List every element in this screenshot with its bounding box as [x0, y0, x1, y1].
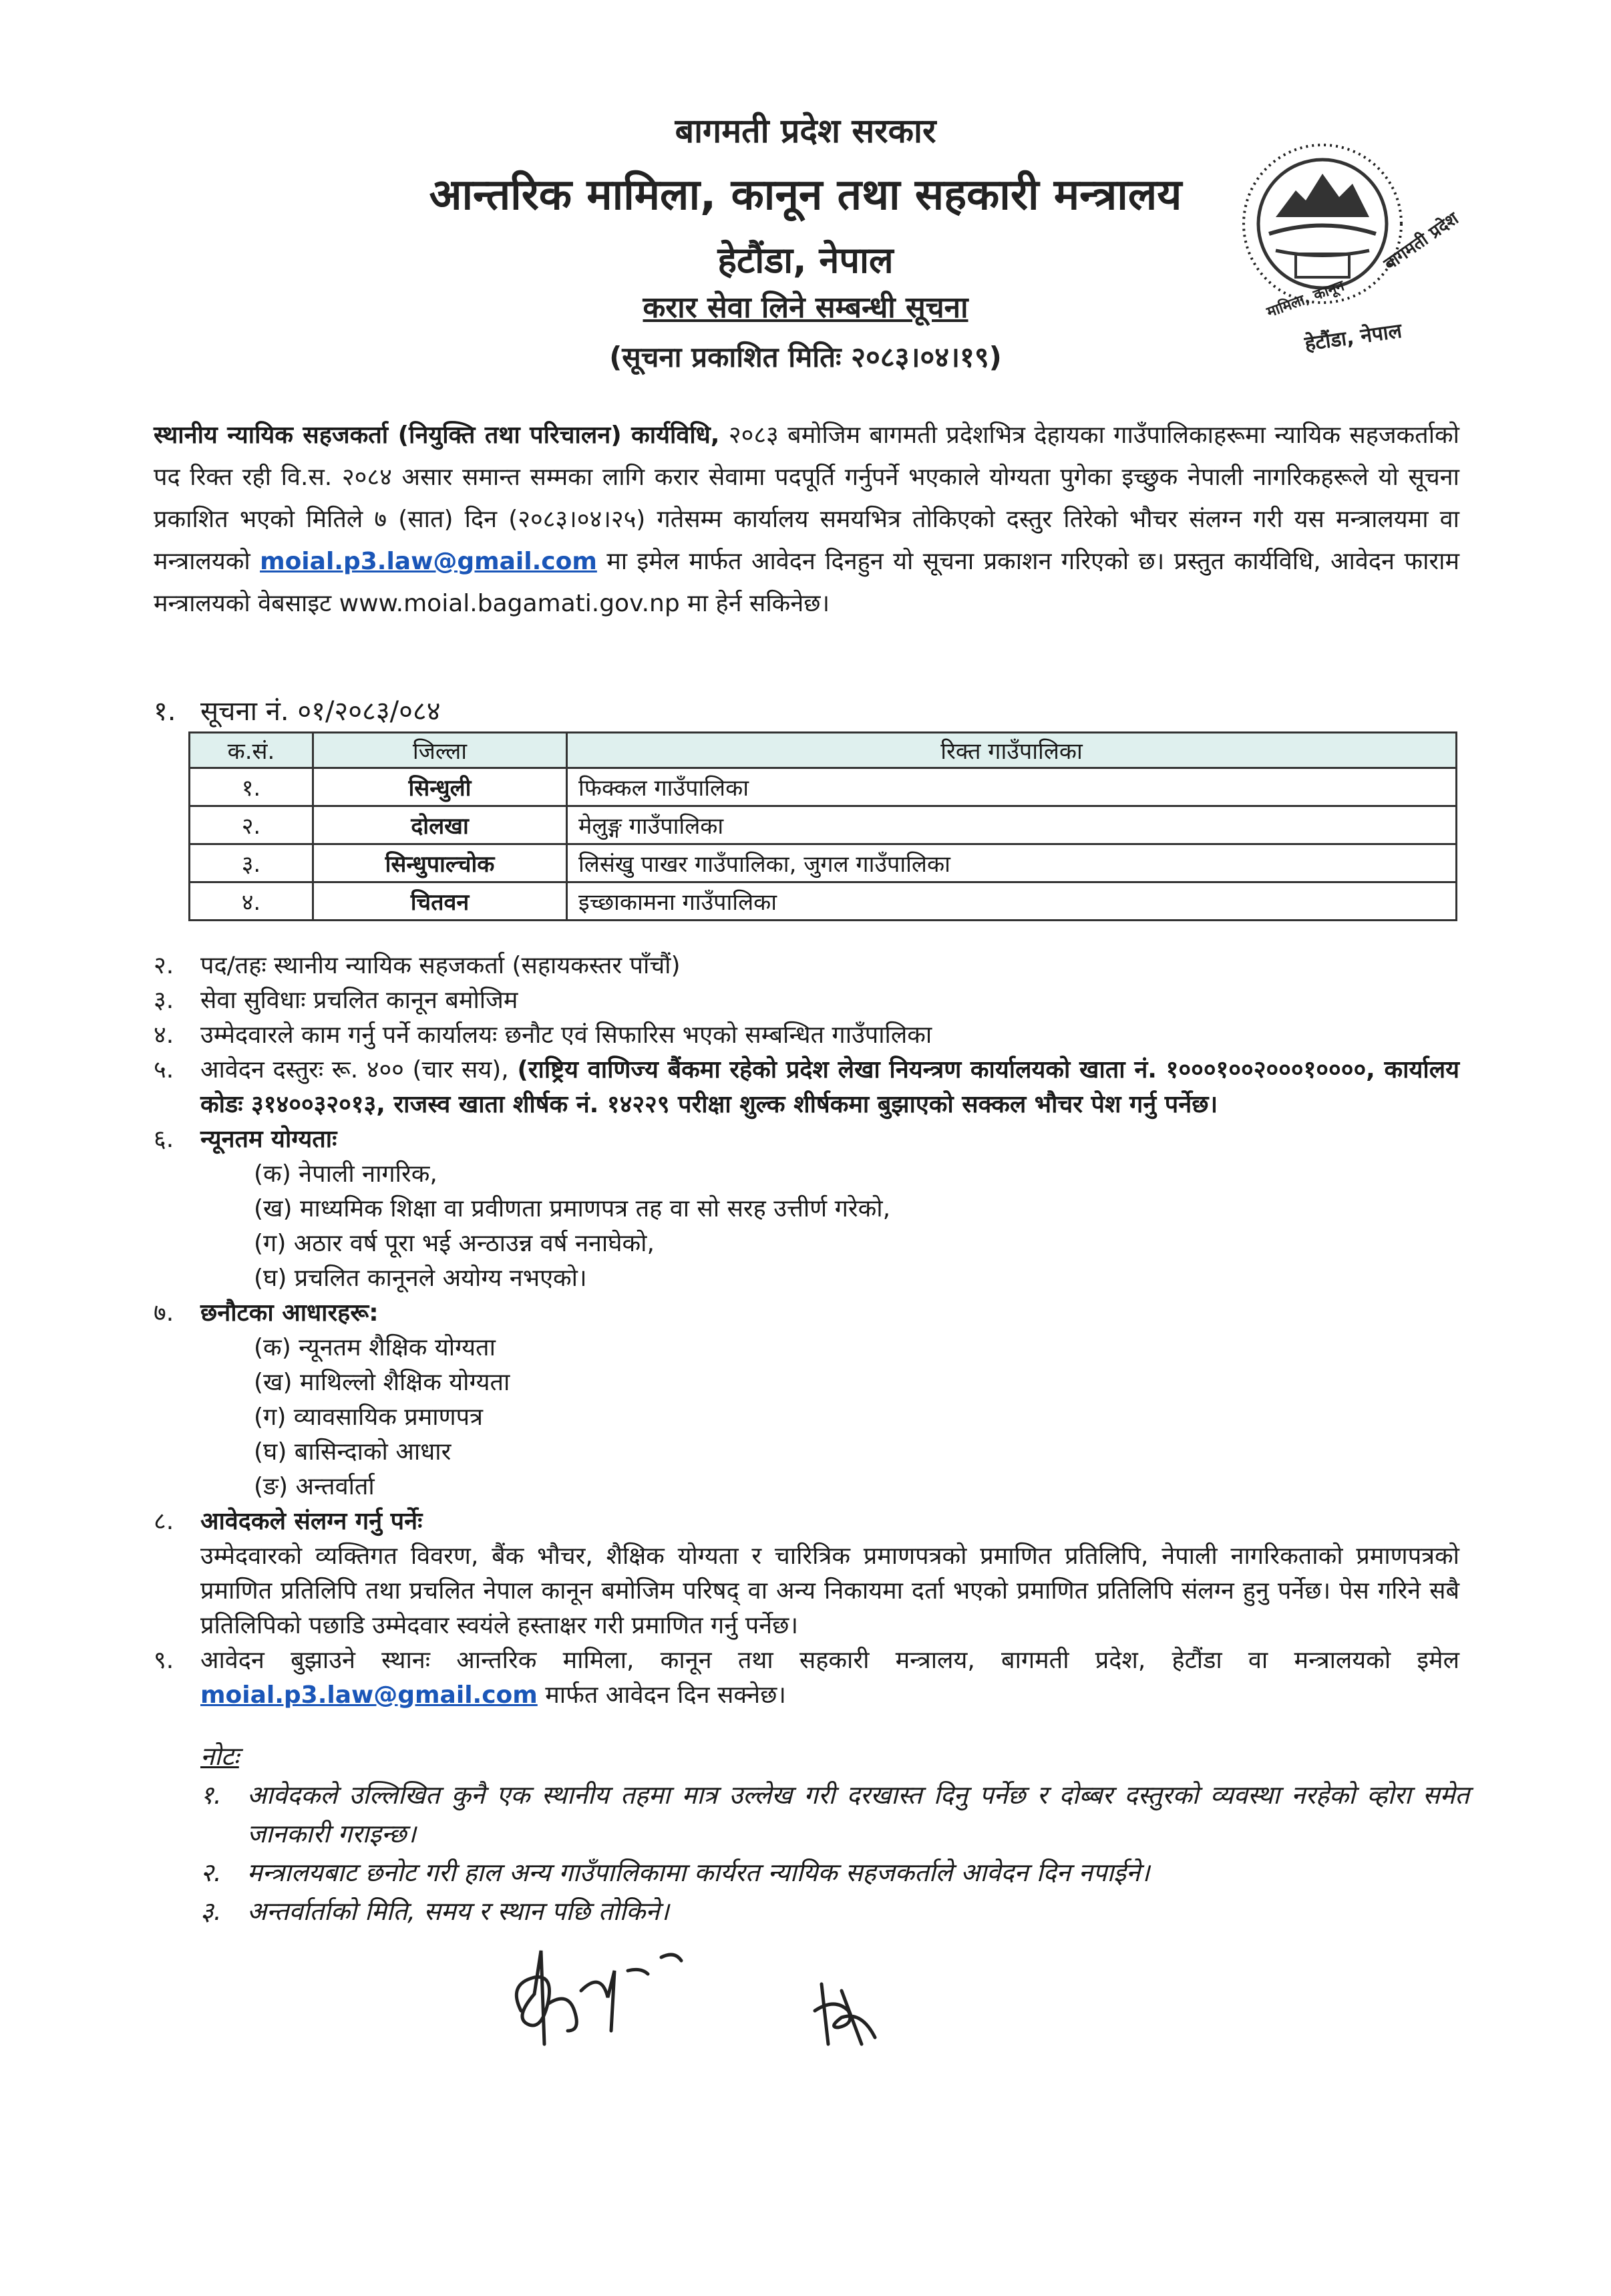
item-post [154, 949, 1459, 983]
fee-amount: आवेदन दस्तुरः रू. ४०० (चार सय), [200, 1056, 518, 1084]
fee-account-details: (राष्ट्रिय वाणिज्य बैंकमा रहेको प्रदेश लेखा नियन्त्रण कार्यालयको खाता नं. १०००१००२०००१००००, कार्यालय कोडः ३१४००३२०१३, राजस्व खाता शीर्षक नं. १४२२९ परीक्षा शुल्क शीर्षकमा बुझाएको सक्कल भौचर पेश गर्नु पर्नेछ। [200, 1056, 1459, 1118]
intro-text-3: मा हेर्न सकिनेछ। [679, 590, 830, 617]
attachments-body: उम्मेदवारको व्यक्तिगत विवरण, बैंक भौचर, शैक्षिक योग्यता र चारित्रिक प्रमाणपत्रको प्रमाणित प्रतिलिपि, नेपाली नागरिकताको प्रमाणपत्रको प्रमाणित प्रतिलिपि तथा प्रचलित नेपाल कानून बमोजिम परिषद् वा अन्य निकायमा दर्ता भएको प्रमाणित प्रतिलिपि संलग्न हुनु पर्नेछ। पेस गरिने सबै प्रतिलिपिको पछाडि उम्मेदवार स्वयंले हस्ताक्षर गरी प्रमाणित गर्नु पर्नेछ। [200, 1542, 1459, 1639]
government-seal-icon [1222, 117, 1463, 357]
basis-d: (घ) बासिन्दाको आधार [254, 1438, 452, 1466]
cell-sn: १. [190, 768, 313, 806]
table-row [190, 844, 1457, 882]
notes-section [200, 1737, 1469, 1931]
cell-sn: ३. [190, 844, 313, 882]
attachments-body-row [154, 1539, 1459, 1643]
note-item [200, 1853, 1469, 1892]
svg-text:बागमती प्रदेश: बागमती प्रदेश [1380, 208, 1463, 275]
item-number: ९. [154, 1647, 174, 1674]
item-text: पद/तहः स्थानीय न्यायिक सहजकर्ता (सहायकस्तर पाँचौं) [200, 952, 681, 979]
cell-district: सिन्धुली [313, 768, 567, 806]
vacancy-table [188, 731, 1457, 921]
note-number: ३. [200, 1897, 222, 1926]
intro-text-1: २०८३ बमोजिम बागमती प्रदेशभित्र देहायका गाउँपालिकाहरूमा न्यायिक सहजकर्ताको पद रिक्त रही वि.स. २०८४ असार समान्त सम्मका लागि करार सेवामा पदपूर्ति गर्नुपर्ने भएकाले योग्यता पुगेका इच्छुक नेपाली नागरिकहरूले यो सूचना प्रकाशित भएको मितिले ७ (सात) दिन (२०८३।०४।२५) गतेसम्म कार्यालय समयभित्र तोकिएको दस्तुर तिरेको भौचर संलग्न गरी यस मन्त्रालयमा वा मन्त्रालयको [154, 422, 1459, 575]
col-sn: क.सं. [190, 733, 313, 768]
notice-number [154, 691, 441, 728]
table-row [190, 882, 1457, 921]
intro-lead: स्थानीय न्यायिक सहजकर्ता (नियुक्ति तथा परिचालन) कार्यविधि, [154, 422, 720, 449]
qualification-a: (क) नेपाली नागरिक, [254, 1160, 437, 1188]
item-number: ५. [154, 1056, 174, 1084]
intro-paragraph [154, 414, 1459, 625]
cell-municipality: लिसंखु पाखर गाउँपालिका, जुगल गाउँपालिका [567, 844, 1457, 882]
qualification-d: (घ) प्रचलित कानूनले अयोग्य नभएको। [254, 1265, 587, 1292]
item-submission [154, 1643, 1459, 1713]
submission-email-link[interactable]: moial.p3.law@gmail.com [200, 1681, 538, 1709]
signature-1-icon [494, 1931, 708, 2064]
item-text: न्यूनतम योग्यताः [200, 1126, 337, 1153]
website-link[interactable]: www.moial.bagamati.gov.np [339, 590, 680, 617]
cell-district: सिन्धुपाल्चोक [313, 844, 567, 882]
signature-2-icon [801, 1971, 895, 2058]
item-workplace [154, 1018, 1459, 1053]
notice-title: करार सेवा लिने सम्बन्धी सूचना [643, 291, 968, 325]
basis-b: (ख) माथिल्लो शैक्षिक योग्यता [254, 1369, 510, 1396]
header-ministry: आन्तरिक मामिला, कानून तथा सहकारी मन्त्रालय [429, 170, 1182, 220]
item-qualification [154, 1122, 1459, 1157]
basis-c: (ग) व्यावसायिक प्रमाणपत्र [254, 1404, 483, 1431]
col-municipality: रिक्त गाउँपालिका [567, 733, 1457, 768]
header-location: हेटौंडा, नेपाल [717, 239, 894, 281]
note-text: आवेदकले उल्लिखित कुनै एक स्थानीय तहमा मात्र उल्लेख गरी दरखास्त दिनु पर्नेछ र दोब्बर दस्तुरको व्यवस्था नरहेको व्होरा समेत जानकारी गराइन्छ। [247, 1780, 1469, 1848]
svg-text:हेटौंडा, नेपाल: हेटौंडा, नेपाल [1303, 319, 1403, 356]
header-government: बागमती प्रदेश सरकार [675, 112, 936, 150]
note-text: अन्तर्वार्ताको मिति, समय र स्थान पछि तोकिने। [247, 1897, 669, 1926]
note-item [200, 1776, 1469, 1853]
item-selection-basis [154, 1296, 1459, 1331]
cell-municipality: इच्छाकामना गाउँपालिका [567, 882, 1457, 921]
submission-text: आवेदन बुझाउने स्थानः आन्तरिक मामिला, कानून तथा सहकारी मन्त्रालय, बागमती प्रदेश, हेटौंडा वा मन्त्रालयको इमेल [200, 1647, 1459, 1674]
submission-text-after: मार्फत आवेदन दिन सक्नेछ। [537, 1681, 786, 1709]
item-benefits [154, 983, 1459, 1018]
item-number: ८. [154, 1508, 174, 1535]
item-fee [154, 1053, 1459, 1122]
note-item [200, 1892, 1469, 1931]
notes-title: नोटः [200, 1742, 239, 1771]
table-header-row [190, 733, 1457, 768]
col-district: जिल्ला [313, 733, 567, 768]
item-text: सेवा सुविधाः प्रचलित कानून बमोजिम [200, 987, 518, 1014]
note-number: २. [200, 1858, 222, 1887]
svg-text:मामिला, कानून: मामिला, कानून [1264, 277, 1347, 321]
notice-items [154, 949, 1459, 1713]
publish-date: (सूचना प्रकाशित मितिः २०८३।०४।१९) [609, 341, 1002, 373]
item-text: आवेदकले संलग्न गर्नु पर्नेः [200, 1508, 423, 1535]
item-text [200, 1053, 1459, 1122]
item-text: उम्मेदवारले काम गर्नु पर्ने कार्यालयः छनौट एवं सिफारिस भएको सम्बन्धित गाउँपालिका [200, 1021, 932, 1049]
basis-a: (क) न्यूनतम शैक्षिक योग्यता [254, 1334, 496, 1361]
table-row [190, 768, 1457, 806]
item-number: ३. [154, 987, 174, 1014]
item-number: ७. [154, 1299, 174, 1327]
cell-municipality: फिक्कल गाउँपालिका [567, 768, 1457, 806]
note-number: १. [200, 1780, 222, 1810]
item-text: छनौटका आधारहरू: [200, 1299, 379, 1327]
item-number: ४. [154, 1021, 174, 1049]
intro-text-2: मा इमेल मार्फत आवेदन दिनहुन यो सूचना प्रकाशन गरिएको छ। प्रस्तुत कार्यविधि, आवेदन फाराम मन्त्रालयको वेबसाइट [154, 548, 1459, 617]
notice-number-index: १. [154, 696, 176, 727]
cell-district: चितवन [313, 882, 567, 921]
item-text [200, 1643, 1459, 1713]
cell-municipality: मेलुङ्ग गाउँपालिका [567, 806, 1457, 844]
qualification-c: (ग) अठार वर्ष पूरा भई अन्ठाउन्न वर्ष ननाघेको, [254, 1230, 655, 1257]
item-number: ६. [154, 1126, 174, 1153]
email-link[interactable]: moial.p3.law@gmail.com [260, 548, 597, 575]
qualification-b: (ख) माध्यमिक शिक्षा वा प्रवीणता प्रमाणपत्र तह वा सो सरह उत्तीर्ण गरेको, [254, 1195, 891, 1222]
cell-sn: ४. [190, 882, 313, 921]
cell-sn: २. [190, 806, 313, 844]
basis-e: (ङ) अन्तर्वार्ता [254, 1473, 375, 1500]
item-attachments [154, 1504, 1459, 1539]
note-text: मन्त्रालयबाट छनोट गरी हाल अन्य गाउँपालिकामा कार्यरत न्यायिक सहजकर्ताले आवेदन दिन नपाईने। [247, 1858, 1150, 1887]
notice-number-label: सूचना नं. ०१/२०८३/०८४ [200, 696, 441, 727]
item-number: २. [154, 952, 174, 979]
table-row [190, 806, 1457, 844]
cell-district: दोलखा [313, 806, 567, 844]
